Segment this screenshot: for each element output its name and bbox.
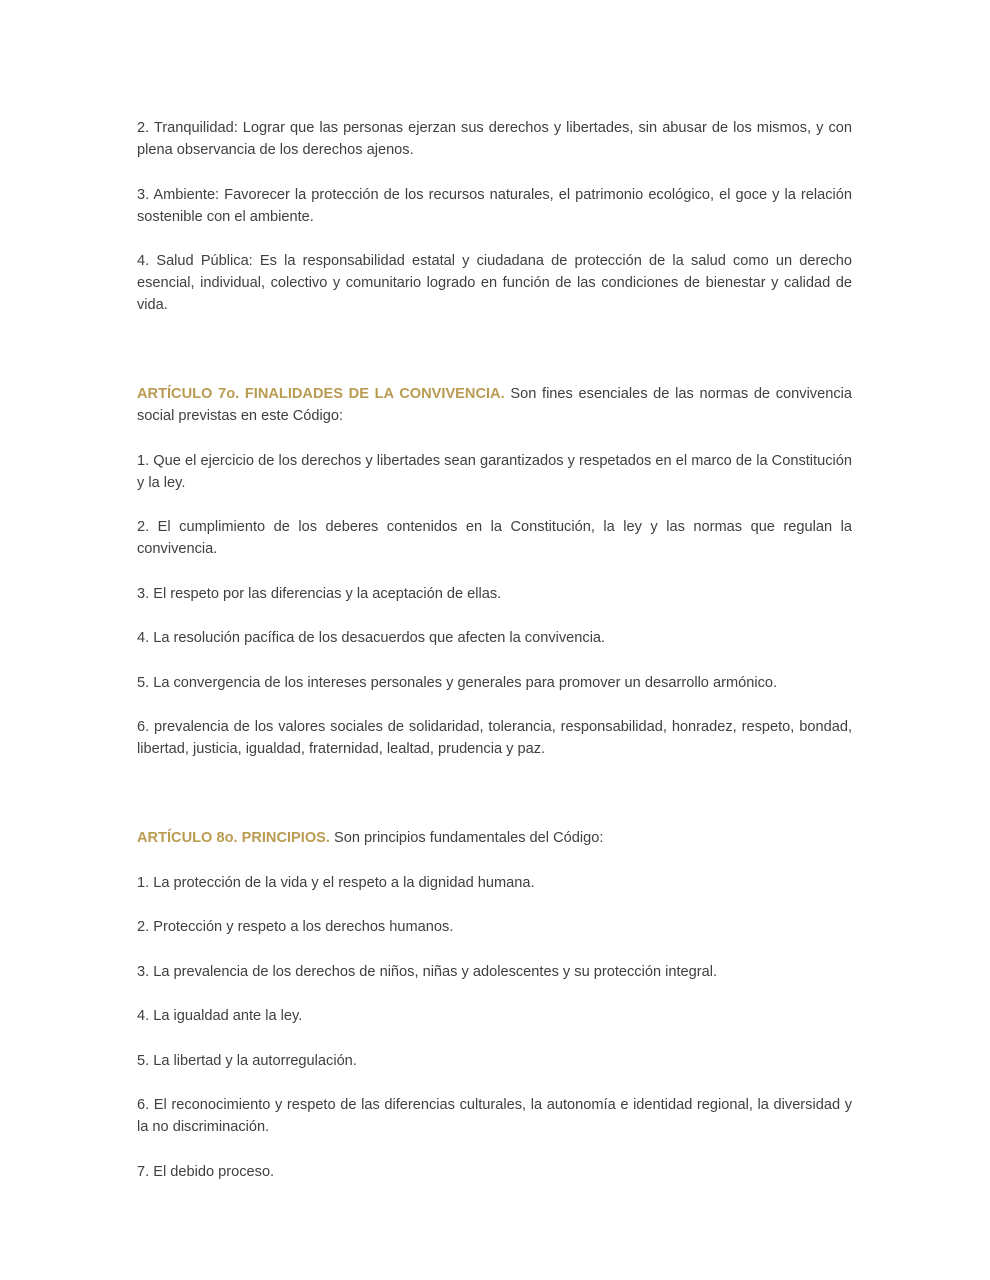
preceding-item: 2. Tranquilidad: Lograr que las personas ejerzan sus derechos y libertades, sin abusar de los mismos, y con plena observancia de los derechos ajenos. xyxy=(137,120,852,158)
article-7-item: 3. El respeto por las diferencias y la aceptación de ellas. xyxy=(137,585,502,602)
article-7-intro-paragraph xyxy=(137,383,852,427)
article-7-item: 5. La convergencia de los intereses personales y generales para promover un desarrollo armónico. xyxy=(137,674,778,691)
article-7-item: 6. prevalencia de los valores sociales de solidaridad, tolerancia, responsabilidad, honradez, respeto, bondad, libertad, justicia, igualdad, fraternidad, lealtad, prudencia y paz. xyxy=(137,719,852,757)
preceding-item: 4. Salud Pública: Es la responsabilidad estatal y ciudadana de protección de la salud como un derecho esencial, individual, colectivo y comunitario logrado en función de las condiciones de bienestar y calidad de vida. xyxy=(137,253,852,313)
article-8-item: 1. La protección de la vida y el respeto a la dignidad humana. xyxy=(137,874,535,891)
article-8-item: 2. Protección y respeto a los derechos humanos. xyxy=(137,919,454,935)
article-7-intro: Son fines esenciales de las normas de convivencia social previstas en este Código: xyxy=(137,386,852,424)
article-7-item: 2. El cumplimiento de los deberes contenidos en la Constitución, la ley y las normas que regulan la convivencia. xyxy=(137,519,852,557)
article-8-item: 4. La igualdad ante la ley. xyxy=(137,1008,303,1024)
article-7-item: 1. Que el ejercicio de los derechos y libertades sean garantizados y respetados en el marco de la Constitución y la ley. xyxy=(137,452,852,491)
article-8-item: 3. La prevalencia de los derechos de niños, niñas y adolescentes y su protección integral. xyxy=(137,963,718,980)
document-page xyxy=(137,117,852,1183)
article-8-heading: ARTÍCULO 8o. PRINCIPIOS. xyxy=(137,830,330,846)
article-8-item: 5. La libertad y la autorregulación. xyxy=(137,1052,357,1069)
article-7-heading: ARTÍCULO 7o. FINALIDADES DE LA CONVIVENCIA. xyxy=(137,386,505,402)
article-8-intro: Son principios fundamentales del Código: xyxy=(329,830,604,846)
article-8-item: 7. El debido proceso. xyxy=(137,1163,275,1180)
article-8-item: 6. El reconocimiento y respeto de las diferencias culturales, la autonomía e identidad regional, la diversidad y la no discriminación. xyxy=(137,1097,852,1135)
preceding-item: 3. Ambiente: Favorecer la protección de los recursos naturales, el patrimonio ecológico, el goce y la relación sostenible con el ambiente. xyxy=(137,186,852,225)
article-7-item: 4. La resolución pacífica de los desacuerdos que afecten la convivencia. xyxy=(137,630,606,646)
article-8-intro-paragraph xyxy=(137,827,852,849)
